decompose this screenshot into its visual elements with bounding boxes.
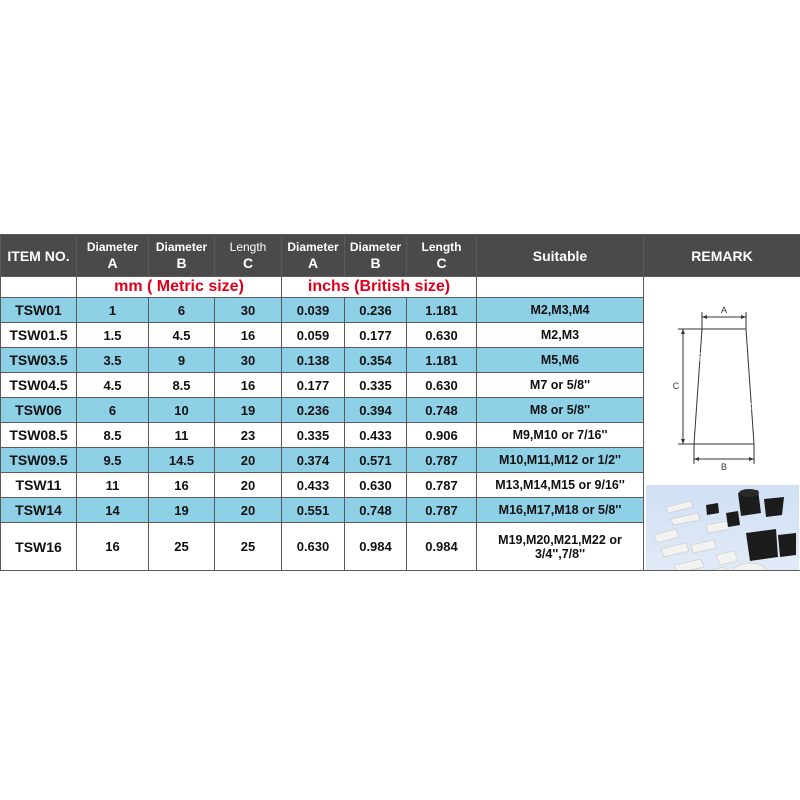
diameter-a-in-cell: 0.059 [282,323,345,348]
remark-cell [644,277,800,571]
diameter-b-mm-cell: 14.5 [149,448,215,473]
header-suitable: Suitable [477,235,644,277]
watermark: MAKSEY [714,400,772,414]
suitable-cell: M7 or 5/8'' [477,373,644,398]
length-c-in-cell: 0.906 [407,423,477,448]
length-c-in-cell: 0.787 [407,498,477,523]
stopper-outline [694,329,754,444]
diameter-a-mm-cell: 9.5 [77,448,149,473]
diameter-b-mm-cell: 19 [149,498,215,523]
item-cell: TSW11 [1,473,77,498]
diameter-b-mm-cell: 6 [149,298,215,323]
diameter-b-in-cell: 0.571 [345,448,407,473]
diameter-b-in-cell: 0.433 [345,423,407,448]
diameter-b-mm-cell: 10 [149,398,215,423]
length-c-mm-cell: 19 [215,398,282,423]
length-c-mm-cell: 30 [215,298,282,323]
header-length-c-in: Length C [407,235,477,277]
length-c-in-cell: 1.181 [407,298,477,323]
item-cell: TSW06 [1,398,77,423]
length-c-in-cell: 0.787 [407,448,477,473]
diameter-b-mm-cell: 25 [149,523,215,571]
diameter-b-in-cell: 0.748 [345,498,407,523]
suitable-cell: M13,M14,M15 or 9/16'' [477,473,644,498]
item-cell: TSW03.5 [1,348,77,373]
length-c-mm-cell: 23 [215,423,282,448]
length-c-mm-cell: 16 [215,323,282,348]
suitable-cell: M16,M17,M18 or 5/8'' [477,498,644,523]
product-photo [646,485,799,571]
diameter-a-mm-cell: 11 [77,473,149,498]
item-cell: TSW14 [1,498,77,523]
diameter-b-mm-cell: 9 [149,348,215,373]
length-c-mm-cell: 16 [215,373,282,398]
spec-table-container [0,234,800,565]
header-diameter-a-mm: Diameter A [77,235,149,277]
header-item-no: ITEM NO. [1,235,77,277]
diameter-b-mm-cell: 16 [149,473,215,498]
item-cell: TSW16 [1,523,77,571]
diameter-b-mm-cell: 8.5 [149,373,215,398]
spec-table [0,234,800,571]
diameter-a-in-cell: 0.138 [282,348,345,373]
diameter-a-mm-cell: 1 [77,298,149,323]
units-row [1,277,800,298]
length-c-in-cell: 0.748 [407,398,477,423]
suitable-cell: M10,M11,M12 or 1/2'' [477,448,644,473]
diameter-a-in-cell: 0.335 [282,423,345,448]
length-c-mm-cell: 25 [215,523,282,571]
diameter-a-in-cell: 0.433 [282,473,345,498]
length-c-in-cell: 0.630 [407,323,477,348]
diameter-a-in-cell: 0.374 [282,448,345,473]
diameter-a-mm-cell: 6 [77,398,149,423]
diameter-a-mm-cell: 8.5 [77,423,149,448]
suitable-cell: M19,M20,M21,M22 or 3/4'',7/8'' [477,523,644,571]
header-length-c-mm: Length C [215,235,282,277]
diameter-a-mm-cell: 14 [77,498,149,523]
diameter-b-mm-cell: 4.5 [149,323,215,348]
suitable-cell: M2,M3 [477,323,644,348]
diameter-b-in-cell: 0.394 [345,398,407,423]
header-diameter-b-in: Diameter B [345,235,407,277]
diagram-label-b: B [720,462,728,472]
length-c-in-cell: 0.630 [407,373,477,398]
suitable-cell: M2,M3,M4 [477,298,644,323]
british-units-label: inchs (British size) [282,277,477,298]
diameter-a-in-cell: 0.236 [282,398,345,423]
diameter-a-in-cell: 0.630 [282,523,345,571]
diagram-label-c: C [672,381,680,391]
diameter-b-in-cell: 0.177 [345,323,407,348]
item-cell: TSW01.5 [1,323,77,348]
header-row [1,235,800,277]
length-c-in-cell: 1.181 [407,348,477,373]
diameter-a-in-cell: 0.177 [282,373,345,398]
diameter-b-mm-cell: 11 [149,423,215,448]
diameter-a-mm-cell: 16 [77,523,149,571]
length-c-mm-cell: 20 [215,473,282,498]
diameter-a-mm-cell: 4.5 [77,373,149,398]
suitable-cell: M8 or 5/8'' [477,398,644,423]
metric-units-label: mm ( Metric size) [77,277,282,298]
suitable-cell: M9,M10 or 7/16'' [477,423,644,448]
diameter-a-mm-cell: 1.5 [77,323,149,348]
suitable-cell: M5,M6 [477,348,644,373]
length-c-in-cell: 0.984 [407,523,477,571]
length-c-mm-cell: 30 [215,348,282,373]
diameter-a-mm-cell: 3.5 [77,348,149,373]
diameter-b-in-cell: 0.630 [345,473,407,498]
stopper-dimension-diagram [654,284,784,474]
diameter-a-in-cell: 0.039 [282,298,345,323]
header-diameter-b-mm: Diameter B [149,235,215,277]
item-cell: TSW08.5 [1,423,77,448]
item-cell: TSW09.5 [1,448,77,473]
diameter-b-in-cell: 0.984 [345,523,407,571]
diameter-b-in-cell: 0.236 [345,298,407,323]
diagram-label-a: A [720,305,728,315]
length-c-mm-cell: 20 [215,448,282,473]
diameter-b-in-cell: 0.335 [345,373,407,398]
length-c-mm-cell: 20 [215,498,282,523]
item-cell: TSW01 [1,298,77,323]
length-c-in-cell: 0.787 [407,473,477,498]
header-remark: REMARK [644,235,800,277]
watermark: MAKSEY [664,350,722,364]
diameter-b-in-cell: 0.354 [345,348,407,373]
item-cell: TSW04.5 [1,373,77,398]
diameter-a-in-cell: 0.551 [282,498,345,523]
header-diameter-a-in: Diameter A [282,235,345,277]
